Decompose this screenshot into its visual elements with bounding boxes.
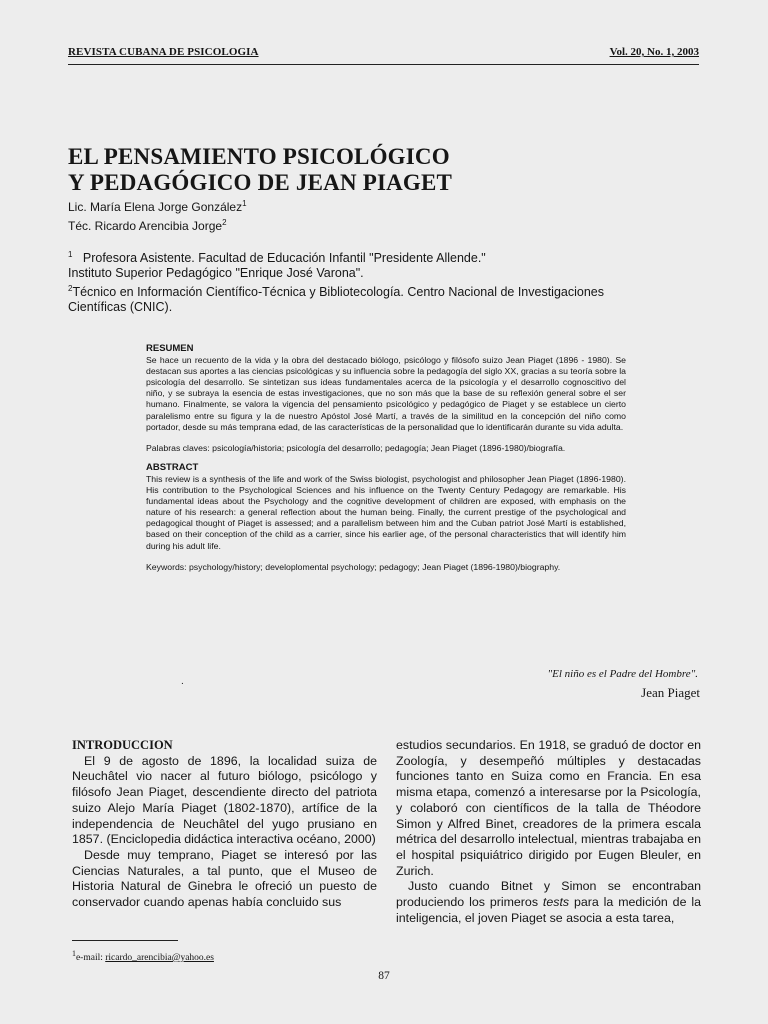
title-line-1: EL PENSAMIENTO PSICOLÓGICO [68, 144, 450, 169]
epigraph-author: Jean Piaget [641, 685, 700, 700]
resumen-text: Se hace un recuento de la vida y la obra del destacado biólogo, psicólogo y filósofo suizo Jean Piaget (1896 - 1980). Se destacan sus aportes a las ciencias psicológicas y su influencia sobre la pedagogía del siglo XX, gracias a su teoría sobre la psicología del desarrollo. Se sintetizan sus ideas fundamentales acerca de la psicología y el desarrollo cognoscitivo del niño, y se subraya la esencia de estas investigaciones, que no son más que la base de su reflexión general sobre el ser humano. Finalmente, se valora la vigencia del pensamiento psicológico y pedagógico de Piaget y se establece un cierto paralelismo entre su figura y la de nuestro Apóstol José Martí, a través de la similitud en la concepción del niño como portador, desde su más temprana edad, de las características de la personalidad que lo identificarán durante su vida adulta. [146, 355, 626, 432]
body-paragraph: Desde muy temprano, Piaget se interesó por las Ciencias Naturales, a tal punto, que el Museo de Historia Natural de Ginebra le ofreció un puesto de conservador cuando apenas había concluido sus [72, 847, 377, 910]
article-title [68, 144, 708, 196]
page-number: 87 [378, 970, 390, 982]
affiliation-1: $^1$ Profesora Asistente. Facultad de Educación Infantil "Presidente Allende." [68, 250, 486, 266]
body-paragraph: estudios secundarios. En 1918, se graduó de doctor en Zoología, y desempeñó múltiples y destacadas funciones tanto en Suiza como en Francia. En esa misma etapa, comenzó a interesarse por la Psicología, y colaboró con científicos de la talla de Théodore Simon y Alfred Binet, creadores de la primera escala métrica del desarrollo intelectual, mientras trabajaba en el hospital psiquiátrico dirigido por Eugen Bleuler, en Zurich. [396, 738, 701, 878]
author-list [68, 196, 247, 234]
affiliation-1-institute: Instituto Superior Pedagógico "Enrique José Varona". [68, 266, 364, 281]
abstract-text: This review is a synthesis of the life and work of the Swiss biologist, psychologist and philosopher Jean Piaget (1896-1980). His contribution to the Psychological Sciences and his influence on the Twenty Century Pedagogy are remarkable. His fundamental ideas about the Psychology and the cognitive development of children are exposed, with emphasis on the nature of his research: a general reflection about the human being. Finally, the current prestige of the psychological and pedagogical thought of Piaget is assessed; and a parallelism between him and the Cuban patriot José Martí is established, based on their conception of the child as a carrier, since his earlier age, of the personal characteristics that will identify him during his adult life. [146, 473, 626, 551]
author-mark: 2 [222, 218, 227, 227]
body-paragraph: El 9 de agosto de 1896, la localidad suiza de Neuchâtel vio nacer al futuro biólogo, psicólogo y filósofo Jean Piaget, descendiente directo del patriota suizo Alejo María Piaget (1802-1870), artífice de la independencia de Neuchâtel del yugo prusiano en 1857. (Enciclopedia didáctica interactiva océano, 2000) [72, 753, 377, 847]
body-column-2 [396, 738, 701, 926]
author-mark: 1 [242, 199, 247, 208]
journal-name: REVISTA CUBANA DE PSICOLOGIA [68, 46, 259, 58]
title-line-2: Y PEDAGÓGICO DE JEAN PIAGET [68, 170, 453, 195]
footnote-mark: 1 [72, 949, 76, 958]
abstract-section [146, 343, 626, 573]
abstract-keywords: Keywords: psychology/history; developlomental psychology; pedagogy; Jean Piaget (1896-1980)/biography. [146, 561, 561, 572]
stray-dot: . [181, 676, 184, 687]
body-paragraph: Justo cuando Bitnet y Simon se encontraban produciendo los primeros tests para la medición de la inteligencia, el joven Piaget se asocia a esta tarea, [396, 879, 701, 925]
author-name: Lic. María Elena Jorge González [68, 200, 243, 214]
issue-info: Vol. 20, No. 1, 2003 [609, 46, 699, 58]
author-1 [68, 196, 247, 215]
abstract-heading: ABSTRACT [146, 461, 199, 473]
author-name: Téc. Ricardo Arencibia Jorge [68, 219, 223, 233]
footnote-label: e-mail: [75, 953, 106, 964]
body-column-1 [72, 738, 377, 911]
affiliation-2: $^2$Técnico en Información Científico-Técnica y Bibliotecología. Centro Nacional de Investigaciones Científicas (CNIC). [68, 284, 604, 315]
section-heading: INTRODUCCION [72, 738, 173, 752]
footnote-rule [72, 940, 178, 941]
email-link[interactable]: ricardo_arencibia@yahoo.es [105, 953, 214, 964]
affiliations [68, 247, 658, 315]
affiliation-mark: 1 [68, 250, 73, 259]
epigraph-quote: "El niño es el Padre del Hombre". [547, 668, 698, 680]
resumen-keywords: Palabras claves: psicología/historia; psicología del desarrollo; pedagogía; Jean Piaget (1896-1980)/biografía. [146, 442, 566, 453]
footnote [72, 949, 214, 963]
affiliation-mark: 2 [68, 284, 73, 294]
running-header [68, 44, 699, 65]
resumen-heading: RESUMEN [146, 343, 194, 354]
author-2 [68, 215, 247, 234]
